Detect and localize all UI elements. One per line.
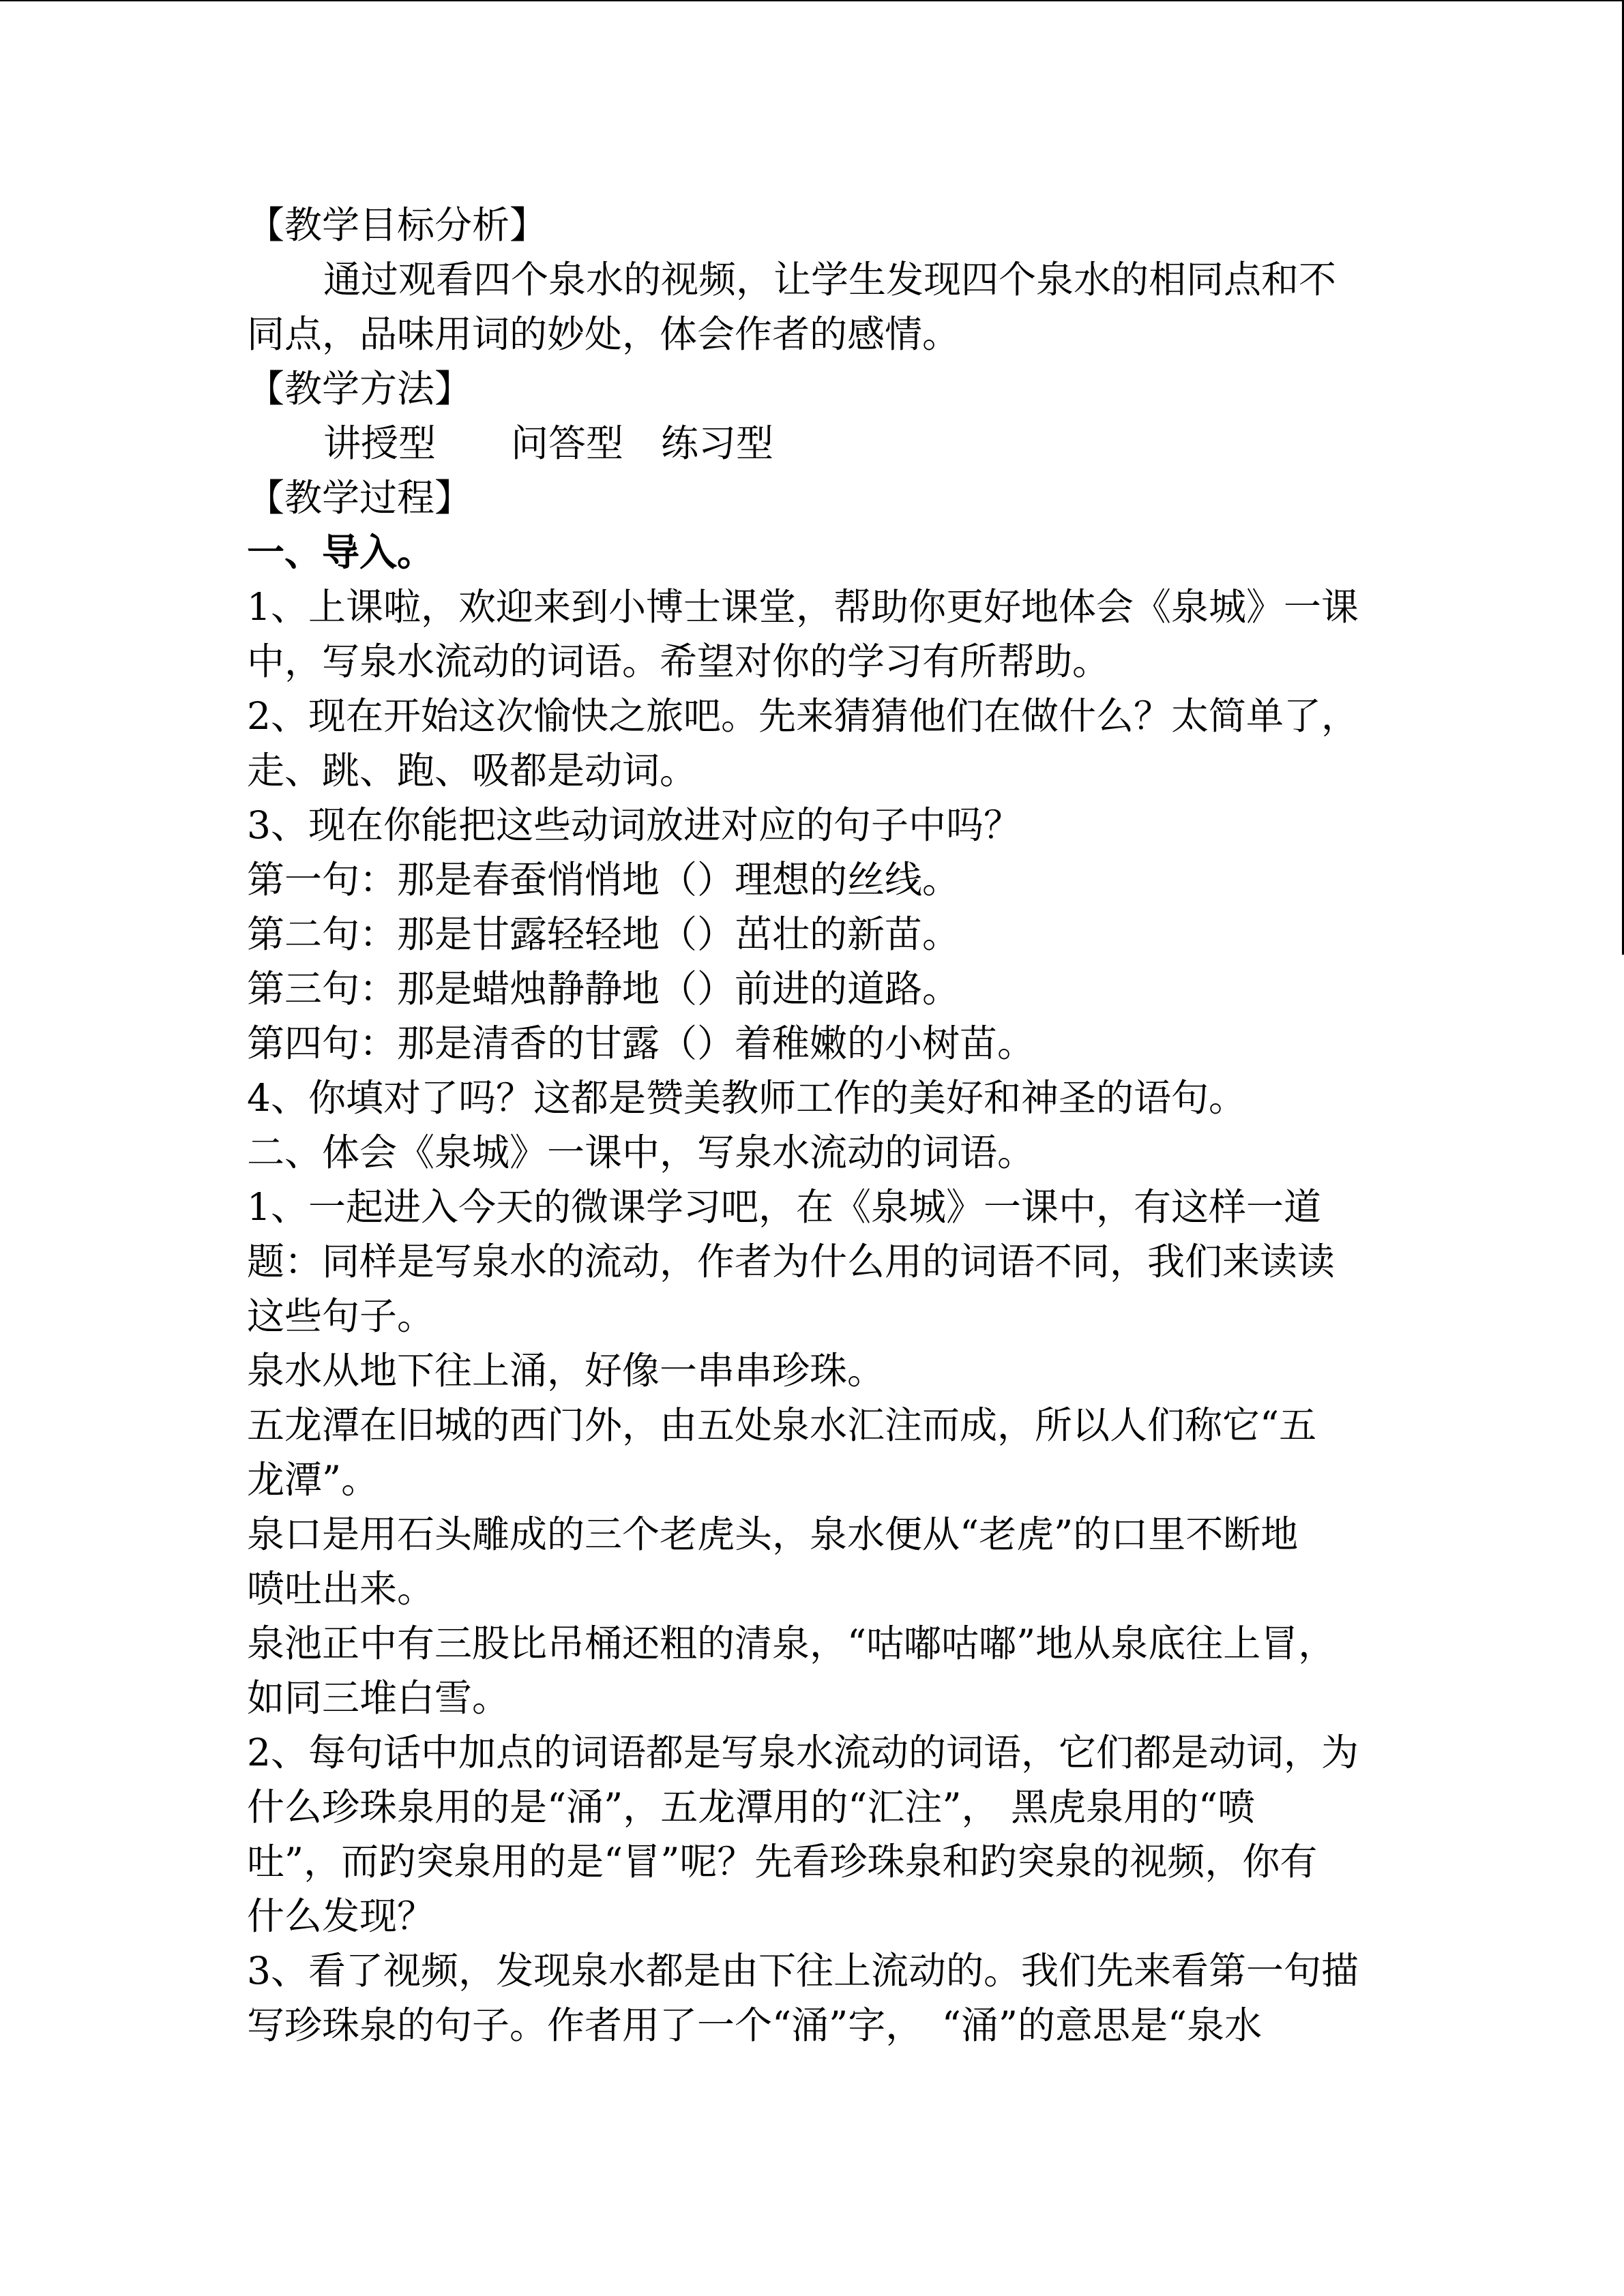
- example-sentence: 龙潭”。: [247, 1458, 379, 1502]
- sentence-prefix: 第二句：那是甘露轻轻地（: [247, 912, 698, 956]
- paragraph-line: 写珍珠泉的句子。作者用了一个“涌”字， “涌”的意思是“泉水: [247, 2003, 1263, 2047]
- example-sentence: 泉水从地下往上涌，好像一串串珍珠。: [247, 1349, 885, 1392]
- example-sentence: 泉池正中有三股比吊桶还粗的清泉，“咕嘟咕嘟”地从泉底往上冒，: [247, 1622, 1336, 1665]
- paragraph-line: 2、现在开始这次愉快之旅吧。先来猜猜他们在做什么？太简单了，: [247, 694, 1359, 738]
- paragraph-line: 吐”，而趵突泉用的是“冒”呢？先看珍珠泉和趵突泉的视频，你有: [247, 1840, 1318, 1883]
- goal-text-line: 通过观看四个泉水的视频，让学生发现四个泉水的相同点和不: [323, 258, 1337, 301]
- paragraph-line: 2、每句话中加点的词语都是写泉水流动的词语，它们都是动词，为: [247, 1731, 1359, 1774]
- sentence-prefix: 第三句：那是蜡烛静静地（: [247, 967, 698, 1011]
- paragraph-line: 1、上课啦，欢迎来到小博士课堂，帮助你更好地体会《泉城》一课: [247, 585, 1359, 629]
- document-body: [247, 198, 1376, 2053]
- top-border-line: [0, 0, 1624, 1]
- example-sentence: 如同三堆白雪。: [247, 1676, 510, 1720]
- goal-heading: 【教学目标分析】: [247, 203, 548, 247]
- fill-blank-sentence: [247, 1016, 1376, 1071]
- paragraph-line: 4、你填对了吗？这都是赞美教师工作的美好和神圣的语句。: [247, 1076, 1246, 1120]
- example-sentence: 泉口是用石头雕成的三个老虎头，泉水便从“老虎”的口里不断地: [247, 1512, 1299, 1556]
- paragraph-line: 3、看了视频，发现泉水都是由下往上流动的。我们先来看第一句描: [247, 1949, 1359, 1993]
- paragraph-line: 题：同样是写泉水的流动，作者为什么用的词语不同，我们来读读: [247, 1240, 1335, 1283]
- fill-blank-sentence: [247, 852, 1376, 907]
- fill-blank-sentence: [247, 907, 1376, 961]
- paragraph-line: 这些句子。: [247, 1294, 435, 1338]
- section-title-experience: 二、体会《泉城》一课中，写泉水流动的词语。: [247, 1131, 1035, 1174]
- paragraph-line: 走、跳、跑、吸都是动词。: [247, 749, 698, 792]
- goal-text-line: 同点，品味用词的妙处，体会作者的感情。: [247, 312, 960, 356]
- example-sentence: 五龙潭在旧城的西门外，由五处泉水汇注而成，所以人们称它“五: [247, 1403, 1317, 1447]
- sentence-suffix: ）着稚嫩的小树苗。: [697, 1022, 1035, 1065]
- paragraph-line: 中，写泉水流动的词语。希望对你的学习有所帮助。: [247, 640, 1110, 683]
- paragraph-line: 3、现在你能把这些动词放进对应的句子中吗？: [247, 803, 1021, 847]
- sentence-suffix: ）前进的道路。: [697, 967, 960, 1011]
- sentence-prefix: 第四句：那是清香的甘露（: [247, 1022, 698, 1065]
- example-sentence: 喷吐出来。: [247, 1567, 435, 1611]
- sentence-suffix: ）理想的丝线。: [697, 858, 960, 901]
- sentence-prefix: 第一句：那是春蚕悄悄地（: [247, 858, 698, 901]
- paragraph-line: 什么发现？: [247, 1894, 435, 1938]
- paragraph-line: 什么珍珠泉用的是“涌”，五龙潭用的“汇注”， 黑虎泉用的“喷: [247, 1785, 1256, 1829]
- method-list: 讲授型 问答型 练习型: [323, 421, 774, 465]
- fill-blank-sentence: [247, 961, 1376, 1016]
- paragraph-line: 1、一起进入今天的微课学习吧，在《泉城》一课中，有这样一道: [247, 1185, 1321, 1229]
- sentence-suffix: ）茁壮的新苗。: [697, 912, 960, 956]
- section-title-intro: 一、导入。: [247, 530, 435, 574]
- method-heading: 【教学方法】: [247, 367, 473, 411]
- process-heading: 【教学过程】: [247, 476, 473, 520]
